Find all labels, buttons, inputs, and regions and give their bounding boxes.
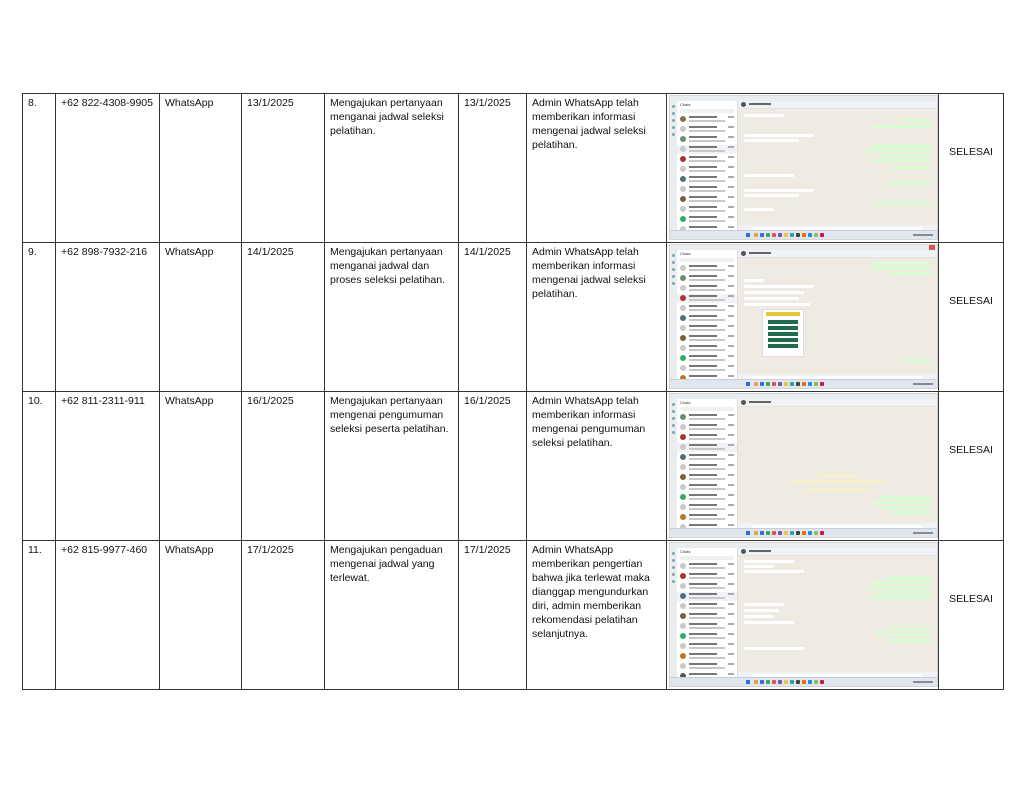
response-text: Admin WhatsApp memberikan pengertian bahwa jika terlewat maka dianggap mengundurkan diri, admin memberikan rekomendasi pelatihan selanjutnya. <box>532 544 650 640</box>
date-received-text: 17/1/2025 <box>247 544 294 556</box>
cell-screenshot <box>667 243 939 392</box>
complaint-text: Mengajukan pengaduan mengenai jadwal yang terlewat. <box>330 544 443 584</box>
cell-date-resolved <box>459 392 527 541</box>
channel-text: WhatsApp <box>165 97 214 109</box>
cell-response <box>527 243 667 392</box>
date-resolved-text: 13/1/2025 <box>464 97 511 109</box>
cell-number <box>23 94 56 243</box>
cell-response <box>527 94 667 243</box>
cell-complaint <box>325 243 459 392</box>
phone-text: +62 811-2311-911 <box>61 395 145 407</box>
channel-text: WhatsApp <box>165 246 214 258</box>
channel-text: WhatsApp <box>165 395 214 407</box>
cell-status <box>939 392 1004 541</box>
whatsapp-chat-screenshot-icon <box>669 95 938 240</box>
channel-text: WhatsApp <box>165 544 214 556</box>
chats-label: Chats <box>680 400 691 405</box>
whatsapp-chat-screenshot-icon <box>669 542 938 687</box>
phone-text: +62 898-7932-216 <box>61 246 148 258</box>
cell-date-resolved <box>459 94 527 243</box>
cell-status <box>939 94 1004 243</box>
date-resolved-text: 14/1/2025 <box>464 246 511 258</box>
table-row <box>23 243 1004 392</box>
chats-label: Chats <box>680 102 691 107</box>
status-badge: SELESAI <box>949 444 993 456</box>
cell-date-received <box>242 392 325 541</box>
cell-response <box>527 541 667 690</box>
cell-screenshot <box>667 392 939 541</box>
cell-date-resolved <box>459 243 527 392</box>
cell-phone <box>56 243 160 392</box>
phone-text: +62 822-4308-9905 <box>61 97 153 109</box>
cell-status <box>939 541 1004 690</box>
cell-date-received <box>242 541 325 690</box>
date-received-text: 14/1/2025 <box>247 246 294 258</box>
cell-phone <box>56 94 160 243</box>
cell-phone <box>56 392 160 541</box>
no-text: 11. <box>28 544 42 556</box>
table-row <box>23 94 1004 243</box>
cell-date-resolved <box>459 541 527 690</box>
complaint-log-table <box>22 93 1004 690</box>
phone-text: +62 815-9977-460 <box>61 544 148 556</box>
date-received-text: 13/1/2025 <box>247 97 294 109</box>
cell-number <box>23 243 56 392</box>
cell-complaint <box>325 541 459 690</box>
table-row <box>23 541 1004 690</box>
chats-label: Chats <box>680 251 691 256</box>
status-badge: SELESAI <box>949 593 993 605</box>
chats-label: Chats <box>680 549 691 554</box>
no-text: 10. <box>28 395 43 407</box>
cell-screenshot <box>667 541 939 690</box>
cell-channel <box>160 541 242 690</box>
no-text: 8. <box>28 97 37 109</box>
cell-channel <box>160 94 242 243</box>
cell-date-received <box>242 94 325 243</box>
table-row <box>23 392 1004 541</box>
complaint-text: Mengajukan pertanyaan mengenai pengumuman seleksi peserta pelatihan. <box>330 395 449 435</box>
cell-status <box>939 243 1004 392</box>
response-text: Admin WhatsApp telah memberikan informasi mengenai jadwal seleksi pelatihan. <box>532 97 646 151</box>
cell-complaint <box>325 392 459 541</box>
cell-number <box>23 541 56 690</box>
status-badge: SELESAI <box>949 295 993 307</box>
cell-phone <box>56 541 160 690</box>
date-received-text: 16/1/2025 <box>247 395 294 407</box>
cell-number <box>23 392 56 541</box>
cell-response <box>527 392 667 541</box>
no-text: 9. <box>28 246 37 258</box>
whatsapp-chat-screenshot-icon <box>669 244 938 389</box>
cell-screenshot <box>667 94 939 243</box>
whatsapp-chat-screenshot-icon <box>669 393 938 538</box>
cell-complaint <box>325 94 459 243</box>
cell-channel <box>160 243 242 392</box>
response-text: Admin WhatsApp telah memberikan informasi mengenai pengumuman seleksi pelatihan. <box>532 395 646 449</box>
status-badge: SELESAI <box>949 146 993 158</box>
cell-channel <box>160 392 242 541</box>
cell-date-received <box>242 243 325 392</box>
complaint-text: Mengajukan pertanyaan menganai jadwal seleksi pelatihan. <box>330 97 444 137</box>
response-text: Admin WhatsApp telah memberikan informasi mengenai jadwal seleksi pelatihan. <box>532 246 646 300</box>
date-resolved-text: 17/1/2025 <box>464 544 511 556</box>
date-resolved-text: 16/1/2025 <box>464 395 511 407</box>
complaint-text: Mengajukan pertanyaan menganai jadwal dan proses seleksi pelatihan. <box>330 246 445 286</box>
